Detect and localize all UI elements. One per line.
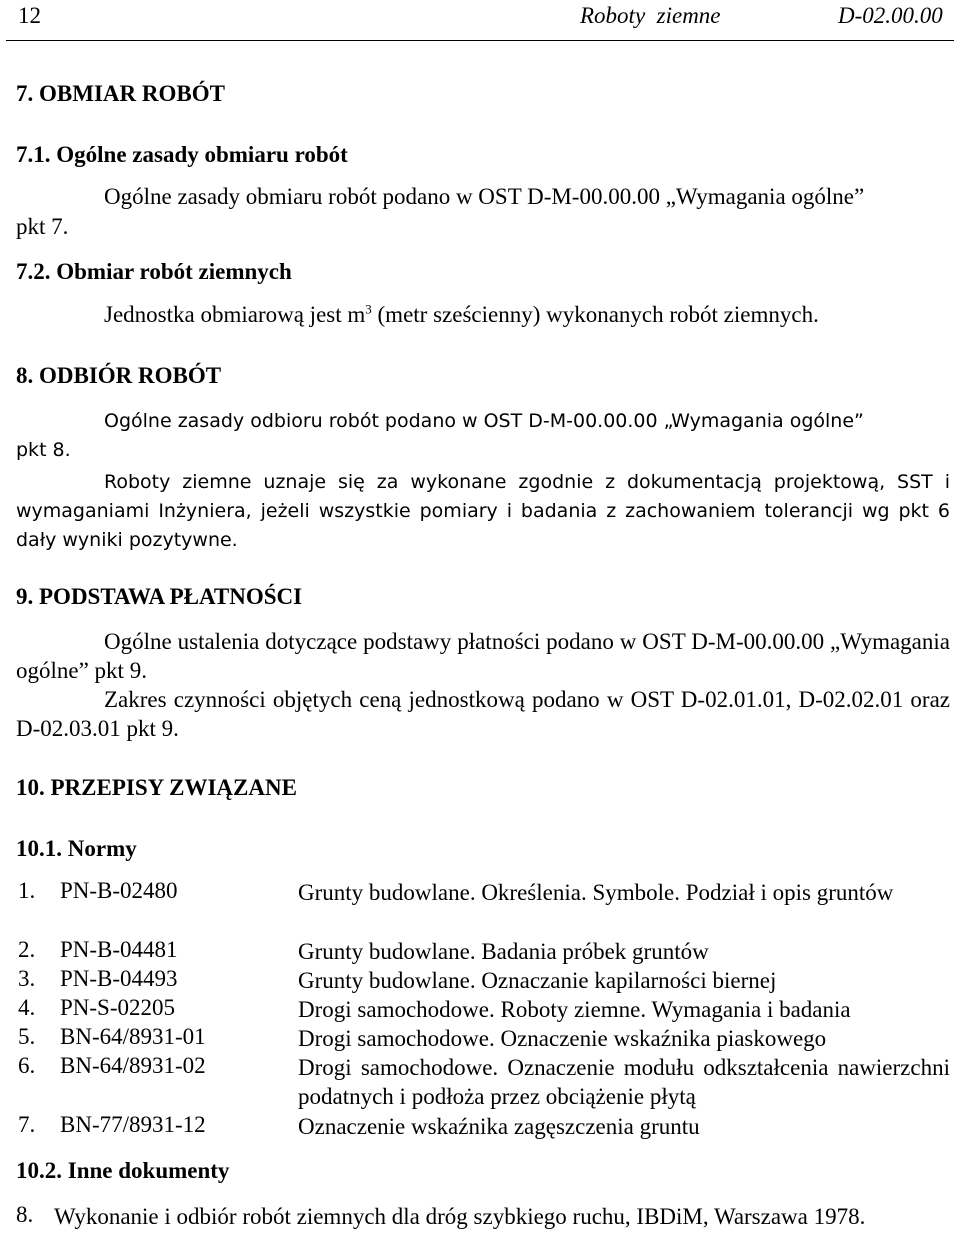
norm-code: BN-64/8931-01 [60,1024,206,1049]
section-9-paragraph-1-text: Ogólne ustalenia dotyczące podstawy płatności podano w OST D-M-00.00.00 „Wymagania ogólne” pkt 9. [16,629,950,683]
norm-number: 1. [18,878,36,903]
norm-number: 5. [18,1024,36,1049]
section-8-heading: 8. ODBIÓR ROBÓT [16,363,222,388]
norm-description: Drogi samochodowe. Oznaczenie wskaźnika piaskowego [298,1026,827,1051]
other-document-text: Wykonanie i odbiór robót ziemnych dla dróg szybkiego ruchu, IBDiM, Warszawa 1978. [54,1204,866,1229]
section-9-paragraph-2 [16,685,950,743]
section-7-1-text-line1: Ogólne zasady obmiaru robót podano w OST D-M-00.00.00 „Wymagania ogólne” [104,184,865,209]
document-code: D-02.00.00 [838,3,943,28]
section-10-1-heading: 10.1. Normy [16,836,137,861]
norm-code: PN-B-02480 [60,878,178,903]
norm-code: PN-B-04481 [60,937,178,962]
norm-code: PN-S-02205 [60,995,176,1020]
norm-code: PN-B-04493 [60,966,178,991]
section-7-1-text-line2: pkt 7. [16,214,69,239]
section-7-heading: 7. OBMIAR ROBÓT [16,81,225,106]
norm-number: 6. [18,1053,36,1078]
header-divider [6,40,954,41]
section-8-paragraph-text: Roboty ziemne uznaje się za wykonane zgodnie z dokumentacją projektową, SST i wymaganiami Inżyniera, jeżeli wszystkie pomiary i badania z zachowaniem tolerancji wg pkt 6 dały wyniki pozytywne. [16,471,950,551]
section-8-paragraph [16,468,950,555]
section-9-heading: 9. PODSTAWA PŁATNOŚCI [16,584,303,609]
document-title: Roboty ziemne [580,3,721,28]
section-9-paragraph-1 [16,627,950,685]
norm-description: Grunty budowlane. Określenia. Symbole. Podział i opis gruntów [298,880,894,905]
norm-number: 7. [18,1112,36,1137]
norm-number: 3. [18,966,36,991]
section-7-2-text-a: Jednostka obmiarową jest m [104,302,366,327]
norm-number: 2. [18,937,36,962]
section-9-paragraph-2-text: Zakres czynności objętych ceną jednostkową podano w OST D-02.01.01, D-02.02.01 oraz D-02.03.01 pkt 9. [16,687,950,741]
norm-code: BN-77/8931-12 [60,1112,206,1137]
norm-description: Drogi samochodowe. Oznaczenie modułu odkształcenia nawierzchni podatnych i podłoża przez obciążenie płytą [298,1055,950,1109]
section-10-2-heading: 10.2. Inne dokumenty [16,1158,230,1183]
section-7-2-text-b: (metr sześcienny) wykonanych robót ziemnych. [371,302,819,327]
norm-description: Grunty budowlane. Badania próbek gruntów [298,939,709,964]
page-number: 12 [18,3,41,28]
section-8-text-line1: Ogólne zasady odbioru robót podano w OST D-M-00.00.00 „Wymagania ogólne” [104,410,864,432]
section-7-2-text [104,302,819,328]
norm-description: Oznaczenie wskaźnika zagęszczenia gruntu [298,1114,700,1139]
section-7-1-heading: 7.1. Ogólne zasady obmiaru robót [16,142,348,167]
section-7-2-heading: 7.2. Obmiar robót ziemnych [16,259,292,284]
section-10-heading: 10. PRZEPISY ZWIĄZANE [16,775,297,800]
norm-description: Grunty budowlane. Oznaczanie kapilarności biernej [298,968,777,993]
cubic-superscript: 3 [365,301,372,317]
section-8-text-line2: pkt 8. [16,439,71,461]
other-document-number: 8. [16,1202,34,1227]
norm-number: 4. [18,995,36,1020]
norm-description: Drogi samochodowe. Roboty ziemne. Wymagania i badania [298,997,851,1022]
norm-code: BN-64/8931-02 [60,1053,206,1078]
